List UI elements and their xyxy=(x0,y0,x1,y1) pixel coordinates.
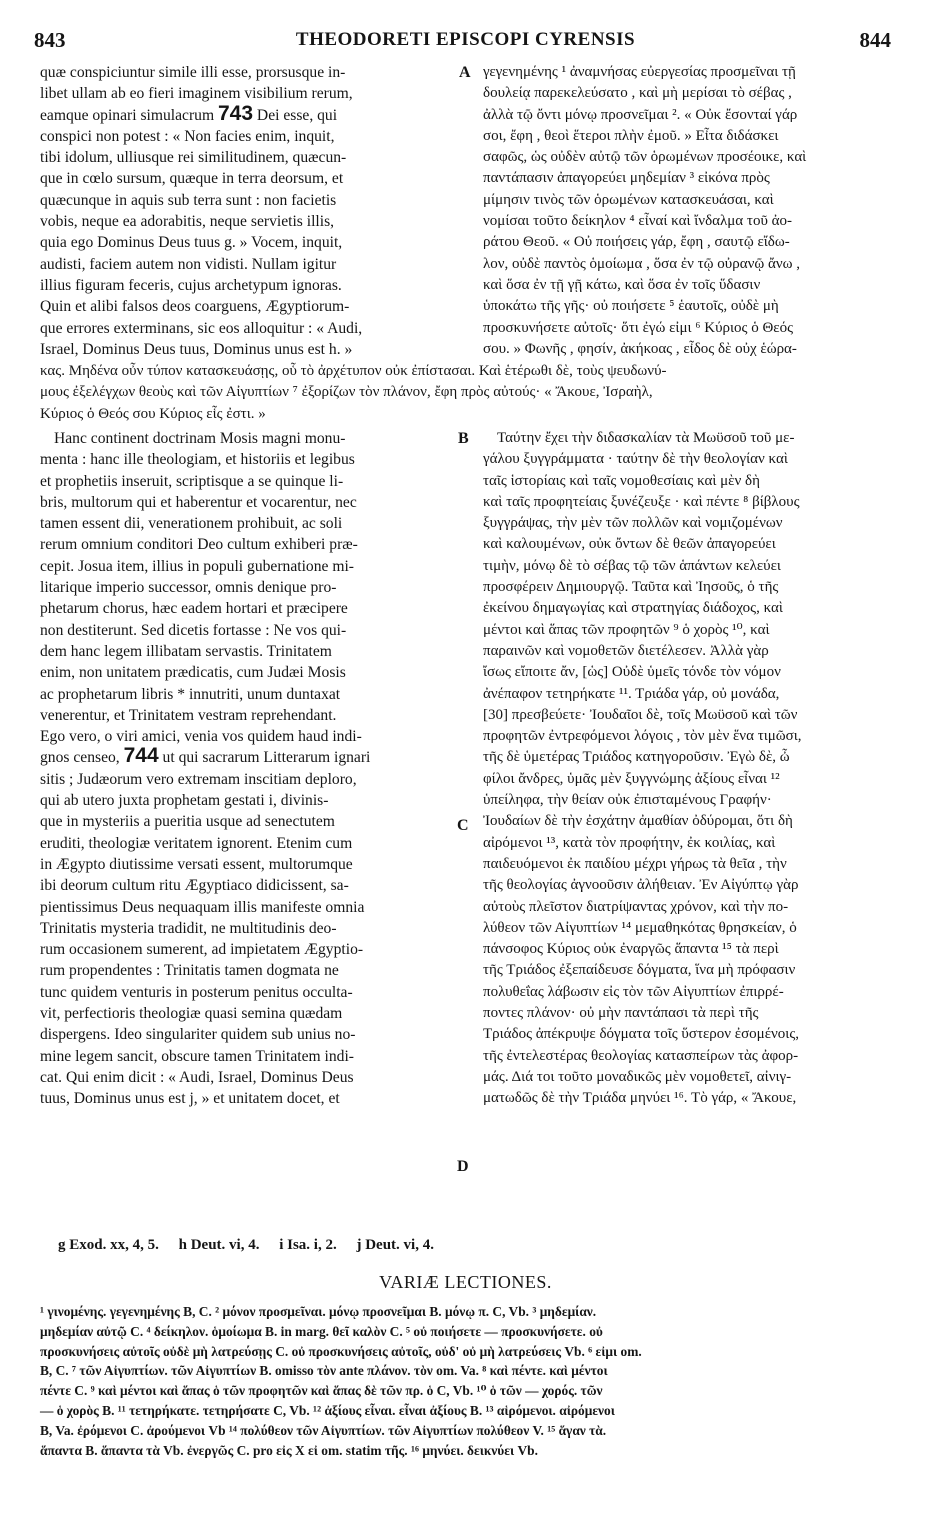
variae-lectiones-apparatus xyxy=(40,1302,898,1460)
greek-column-2 xyxy=(483,428,895,1110)
text-line: παιδευόμενοι ἐκ παιδίου μέχρι γήρως τὰ θεῖα , τὴν xyxy=(483,855,787,872)
text-line: Quin et alibi falsos deos coarguens, Ægyptiorum- xyxy=(40,298,350,316)
text-line: quæcunque in aquis sub terra sunt : non facietis xyxy=(40,191,337,209)
text-line: ὑπείληφα, τὴν θείαν οὐκ ἐπισταμένους Γραφήν· xyxy=(483,792,772,809)
text-line: conspici non potest : « Non facies enim, inquit, xyxy=(40,127,335,145)
latin-column-1 xyxy=(40,62,452,360)
text-line: καὶ ταῖς προφητείαις ξυνέζευξε · καὶ πέντε ⁸ βίβλους xyxy=(483,493,800,510)
text-line: αὐτοὺς πλεῖστον διατρίψαντας χρόνον, καὶ τὴν πο- xyxy=(483,898,789,915)
text-line: κας. Μηδένα οὖν τύπον κατασκευάσῃς, οὗ τὸ ἀρχέτυπον οὐκ ἐπίστασαι. Καὶ ἑτέρωθι δὲ, τοὺς ψευδωνύ- xyxy=(40,363,667,379)
apparatus-line: ἅπαντα B. ἅπαντα τὰ Vb. ἐνεργῶς C. pro εἰς X εἰ om. statim τῆς. ¹⁶ μηνύει. δεικνύει Vb. xyxy=(40,1442,538,1458)
margin-marker-c: C xyxy=(457,817,469,834)
text-line: ποντες πλάνον· οὐ μὴν παντάπασι τὰ περὶ τῆς xyxy=(483,1005,759,1022)
running-title: THEODORETI EPISCOPI CYRENSIS xyxy=(295,29,636,50)
text-line: dem hanc legem illibatam servastis. Trinitatem xyxy=(40,642,332,660)
text-line: que in cœlo sursum, quæque in terra deorsum, et xyxy=(40,170,344,188)
text-line: Hanc continent doctrinam Mosis magni monu- xyxy=(54,430,346,447)
text-line: rerum omnium conditori Deo cultum exhiberi præ- xyxy=(40,536,358,554)
apparatus-line: προσκυνήσεις αὐτοῖς οὐδὲ μὴ λατρεύσῃς C. οὐ προσκυνήσεις αὐτοῖς, οὐδ' οὐ μὴ λατρεύσεις Vb. ⁶ εἰμι om. xyxy=(40,1343,642,1359)
text-line: τῆς δὲ ὑμετέρας Τριάδος κατηγοροῦσιν. Ἐγὼ δὲ, ὦ xyxy=(483,749,790,766)
text-line: μίμησιν τινὸς τῶν ὁρωμένων κατασκευάσαι, καὶ xyxy=(483,191,774,208)
text-line: litarique imperio successor, omnis denique pro- xyxy=(40,579,337,597)
text-line: cepit. Josua item, illius in populi gubernatione mi- xyxy=(40,557,354,575)
text-line: νομίσαι τοῦτο δείκηλον ⁴ εἶναί καὶ ἴνδαλμα τοῦ ἀο- xyxy=(483,213,792,230)
apparatus-line: ¹ γινομένης. γεγενημένης B, C. ² μόνον προσμεῖναι. μόνῳ προσνεῖμαι B. μόνῳ π. C, Vb. ³ μηδεμίαν. xyxy=(40,1304,597,1319)
text-line: quia ego Dominus Deus tuus g. » Vocem, inquit, xyxy=(40,234,343,252)
text-line: quæ conspiciuntur simile illi esse, prorsusque in- xyxy=(40,64,346,81)
apparatus-line: B, C. ⁷ τῶν Αἰγυπτίων. τῶν Αἰγυπτίων B. omisso τὸν ante πλάνον. τὸν om. Va. ⁸ καὶ πέντε. καὶ μέντοι xyxy=(40,1363,608,1379)
text-line: γεγενημένης ¹ ἀναμνήσας εὐεργεσίας προσμεῖναι τῇ xyxy=(483,64,796,80)
text-line: eruditi, theologiæ veritatem ignorent. Etenim cum xyxy=(40,834,353,852)
text-line xyxy=(40,101,452,126)
footnote: h Deut. vi, 4. xyxy=(178,1237,260,1253)
text-line: rum occasionem sumerent, ad impietatem Ægyptio- xyxy=(40,941,364,959)
text-line: μους ἐξελέγχων θεοὺς καὶ τῶν Αἰγυπτίων ⁷ ἐξορίζων τὸν πλάνον, ἔφη πρὸς αὐτούς· « Ἄκουε, Ἰσραὴλ, xyxy=(40,384,653,401)
text-line: ac prophetarum libris * innutriti, unum duntaxat xyxy=(40,685,341,703)
text-line: sitis ; Judæorum vero extremam inscitiam deploro, xyxy=(40,770,357,788)
text-line: ἀλλὰ τῷ ὄντι μόνῳ προσνεῖμαι ². « Οὐκ ἔσονταί γάρ xyxy=(483,106,798,123)
text-line: ibi deorum cultum ritu Ægyptiaco didicissent, sa- xyxy=(40,877,349,895)
text-line: tunc quidem venturis in posterum penitus occulta- xyxy=(40,983,353,1001)
text-line: enim, non unitatem prædicatis, cum Judæi Mosis xyxy=(40,664,346,682)
text-line: Τριάδος ἀπέκρυψε δόγματα τοῖς ὕστερον ἐσομένοις, xyxy=(483,1026,800,1043)
text-line: πάνσοφος Κύριος οὐκ ἐναργῶς ἅπαντα ¹⁵ τὰ περὶ xyxy=(483,941,779,958)
text-line: non destiterunt. Sed dicetis fortasse : Ne vos qui- xyxy=(40,621,347,639)
text-line: in Ægypto diutissime versati essent, multorumque xyxy=(40,855,353,873)
text-line: προσκυνήσετε αὐτοῖς· ὅτι ἐγώ εἰμι ⁶ Κύριος ὁ Θεός xyxy=(483,319,794,336)
text-line: ἴσως εἴποιτε ἄν, [ὡς] Οὐδὲ ὑμεῖς τόνδε τὸν νόμον xyxy=(483,664,781,681)
text-line: ματωδῶς δὲ τὴν Τριάδα μηνύει ¹⁶. Τὸ γάρ, « Ἄκουε, xyxy=(483,1090,797,1107)
text-line: ξυγγράψας, τὴν μὲν τῶν πολλῶν καὶ νομιζομένων xyxy=(483,515,783,532)
text-line: λύθεον τῶν Αἰγυπτίων ¹⁴ μεμαθηκότας θρησκείαν, ὁ xyxy=(483,919,797,936)
text-line: illius figuram feceris, cujus archetypum ignoras. xyxy=(40,276,342,294)
text-line: Κύριος ὁ Θεός σου Κύριος εἷς ἐστι. » xyxy=(40,405,266,422)
text-line: αἰρόμενοι ¹³, κατὰ τὸν προφήτην, ἐκ κοιλίας, καὶ xyxy=(483,834,776,851)
text-line: καὶ ὅσα ἐν τῇ γῇ κάτω, καὶ ὅσα ἐν τοῖς ὕδασιν xyxy=(483,276,761,293)
margin-marker-b: B xyxy=(458,430,469,447)
text-line xyxy=(40,744,452,768)
text-line: bris, multorum qui et haberentur et vocarentur, nec xyxy=(40,493,357,511)
text-line: et prophetiis inseruit, scriptisque a se quinque li- xyxy=(40,472,344,490)
page-number-right: 844 xyxy=(859,28,891,52)
text-line: libet ullam ab eo fieri imaginem visibilium rerum, xyxy=(40,85,353,103)
margin-marker-d: D xyxy=(457,1158,469,1175)
text-line: Ταύτην ἔχει τὴν διδασκαλίαν τὰ Μωϋσοῦ τοῦ με- xyxy=(497,430,795,446)
greek-column-1 xyxy=(483,62,895,360)
text-line: τῆς ἐντελεστέρας θεολογίας κατασπείρων τὰς ἀφορ- xyxy=(483,1047,799,1064)
text-fragment: ut qui sacrarum Litterarum ignari xyxy=(158,749,371,767)
text-fragment: eamque opinari simulacrum xyxy=(40,106,218,124)
text-line: Trinitatis mysteria tradidit, ne multitudinis deo- xyxy=(40,919,337,937)
text-line: Ego vero, o viri amici, venia vos quidem haud indi- xyxy=(40,728,362,746)
text-line: μέντοι καὶ ἅπας τῶν προφητῶν ⁹ ὁ χορὸς ¹⁰, καὶ xyxy=(483,621,770,638)
text-line: venerentur, et Trinitatem vestram reprehendant. xyxy=(40,706,337,724)
text-line: παραινῶν καὶ νομοθετῶν διετέλεσεν. Ἀλλὰ γὰρ xyxy=(483,642,769,659)
text-line: audisti, faciem autem non vidisti. Nullam igitur xyxy=(40,255,337,273)
text-line: καὶ καλουμένων, οὐκ ὄντων δὲ θεῶν ἀπαγορεύει xyxy=(483,536,776,553)
text-line: λον, οὐδὲ παντὸς ὁμοίωμα , ὅσα ἐν τῷ οὐρανῷ ἄνω , xyxy=(483,255,800,272)
text-line: ταῖς ἱστορίαις καὶ ταῖς νομοθεσίαις καὶ μὲν δὴ xyxy=(483,472,760,489)
text-line: tamen essent dii, venerationem prohibuit, ac soli xyxy=(40,515,343,533)
text-line: [30] πρεσβεύετε· Ἰουδαῖοι δὲ, τοῖς Μωϋσοῦ καὶ τῶν xyxy=(483,706,798,723)
latin-column-2 xyxy=(40,428,452,1110)
text-line: qui ab utero juxta prophetam gestati i, divinis- xyxy=(40,792,329,810)
text-line: τῆς Τριάδος ἐξεπαίδευσε δόγματα, ἵνα μὴ πρόφασιν xyxy=(483,962,796,979)
text-fragment: gnos censeo, xyxy=(40,749,124,767)
column-number: 743 xyxy=(217,101,254,125)
text-line: mine legem sancit, obscure tamen Trinitatem indi- xyxy=(40,1047,354,1065)
variae-lectiones-heading: VARIÆ LECTIONES. xyxy=(379,1272,552,1292)
text-line: φίλοι ἄνδρες, ὑμᾶς μὲν ξυγγνώμης ἀξίους εἶναι ¹² xyxy=(483,770,780,787)
text-line: σου. » Φωνῆς , φησίν, ἀκήκοας , εἶδος δὲ οὐχ ἑώρα- xyxy=(483,340,797,357)
text-line: παντάπασιν ἀπαγορεύει μηδεμίαν ³ εἰκόνα πρὸς xyxy=(483,170,770,187)
text-line: Ἰουδαίων δὲ τὴν ἐσχάτην ἀμαθίαν ὀδύρομαι, ὅτι δὴ xyxy=(483,813,793,830)
text-line: δουλείᾳ παρεκελεύσατο , καὶ μὴ μερίσαι τὸ σέβας , xyxy=(483,85,792,102)
text-line: vit, perfectioris theologiæ quasi semina quædam xyxy=(40,1005,343,1023)
text-line: ἐκείνου δημαγωγίας καὶ στρατηγίας διάδοχος, καὶ xyxy=(483,600,783,617)
apparatus-line: μηδεμίαν αὐτῷ C. ⁴ δείκηλον. ὁμοίωμα B. in marg. θεῖ καλὸν C. ⁵ οὐ ποιήσετε — προσκυνήσετε. οὐ xyxy=(40,1323,603,1339)
text-line: προφητῶν ἐντρεφόμενοι λόγοις , τὸν μὲν ἕνα τιμῶσι, xyxy=(483,728,802,745)
text-line: προσφέρειν Δημιουργῷ. Ταῦτα καὶ Ἰησοῦς, ὁ τῆς xyxy=(483,579,779,596)
text-line: tibi idolum, ulliusque rei similitudinem, quæcun- xyxy=(40,149,347,167)
text-line: dispergens. Ideo singulariter quidem sub unius no- xyxy=(40,1026,356,1044)
text-line: vobis, neque ea adorabitis, neque servietis illis, xyxy=(40,213,335,231)
text-line: πολυθεΐας λάβωσιν εἰς τὸν τῶν Αἰγυπτίων ἐπιρρέ- xyxy=(483,983,784,1000)
text-line: tuus, Dominus unus est j, » et unitatem docet, et xyxy=(40,1090,340,1108)
text-line: que in mysteriis a pueritia usque ad senectutem xyxy=(40,813,335,831)
scripture-footnotes xyxy=(58,1237,898,1254)
text-line: phetarum chorus, hæc eadem hortari et præcipere xyxy=(40,600,348,618)
page-number-left: 843 xyxy=(34,28,66,52)
margin-marker-a: A xyxy=(459,64,471,81)
text-line: que errores exterminans, sic eos alloquitur : « Audi, xyxy=(40,319,363,337)
footnote: j Deut. vi, 4. xyxy=(356,1237,434,1253)
apparatus-line: — ὁ χορὸς B. ¹¹ τετηρήκατε. τετηρήσατε C, Vb. ¹² ἀξίους εἶναι. εἶναι ἀξίους B. ¹³ αἱρόμενοι. αἰρόμενοι xyxy=(40,1402,615,1418)
text-line: τιμὴν, μόνῳ δὲ τὸ σέβας τῷ τῶν ἁπάντων κελεύει xyxy=(483,557,781,574)
footnote: g Exod. xx, 4, 5. xyxy=(58,1237,159,1253)
text-line: γάλου ξυγγράμματα · ταύτην δὲ τὴν θεολογίαν καὶ xyxy=(483,451,788,468)
text-line: Israel, Dominus Deus tuus, Dominus unus est h. » xyxy=(40,340,353,358)
apparatus-line: B, Va. ἐρόμενοι C. ἀρούμενοι Vb ¹⁴ πολύθεον τῶν Αἰγυπτίων. τῶν Αἰγυπτίων πολύθεον V. ¹⁵ ἅγαν τὰ. xyxy=(40,1422,607,1438)
text-line: ράτου Θεοῦ. « Οὐ ποιήσεις γάρ, ἔφη , σαυτῷ εἴδω- xyxy=(483,234,790,251)
column-number: 744 xyxy=(123,744,159,768)
text-line: ἀνέπαφον τετηρήκατε ¹¹. Τριάδα γάρ, οὐ μονάδα, xyxy=(483,685,780,702)
text-line: rum propendentes : Trinitatis tamen dogmata ne xyxy=(40,962,339,980)
running-header xyxy=(0,28,931,54)
apparatus-line: πέντε C. ⁹ καὶ μέντοι καὶ ἅπας ὁ τῶν προφητῶν καὶ ἅπας δὲ τῶν πρ. ὁ C, Vb. ¹⁰ ὁ τῶν — χορός. τῶν xyxy=(40,1383,603,1399)
text-line: σοι, ἔφη , θεοὶ ἕτεροι πλὴν ἐμοῦ. » Εἶτα διδάσκει xyxy=(483,127,779,144)
footnote: i Isa. i, 2. xyxy=(279,1237,337,1253)
text-fragment: Dei esse, qui xyxy=(253,106,338,124)
text-line: μάς. Διά τοι τοῦτο μοναδικῶς μὲν νομοθετεῖ, αἰνιγ- xyxy=(483,1068,792,1085)
text-line: cat. Qui enim dicit : « Audi, Israel, Dominus Deus xyxy=(40,1068,354,1086)
text-line: σαφῶς, ὡς οὐδὲν αὐτῷ τῶν ὁρωμένων προσέοικε, καὶ xyxy=(483,149,807,166)
text-line: ὑποκάτω τῆς γῆς· οὐ ποιήσετε ⁵ ἑαυτοῖς, οὐδὲ μὴ xyxy=(483,298,779,315)
greek-spanning-lines xyxy=(40,361,895,425)
text-line: τῆς θεολογίας ἀγνοοῦσιν ἀλήθειαν. Ἐν Αἰγύπτῳ γὰρ xyxy=(483,877,799,894)
text-line: menta : hanc ille theologiam, et historiis et legibus xyxy=(40,451,355,469)
text-line: pientissimus Deus nequaquam illis manifeste omnia xyxy=(40,898,365,916)
